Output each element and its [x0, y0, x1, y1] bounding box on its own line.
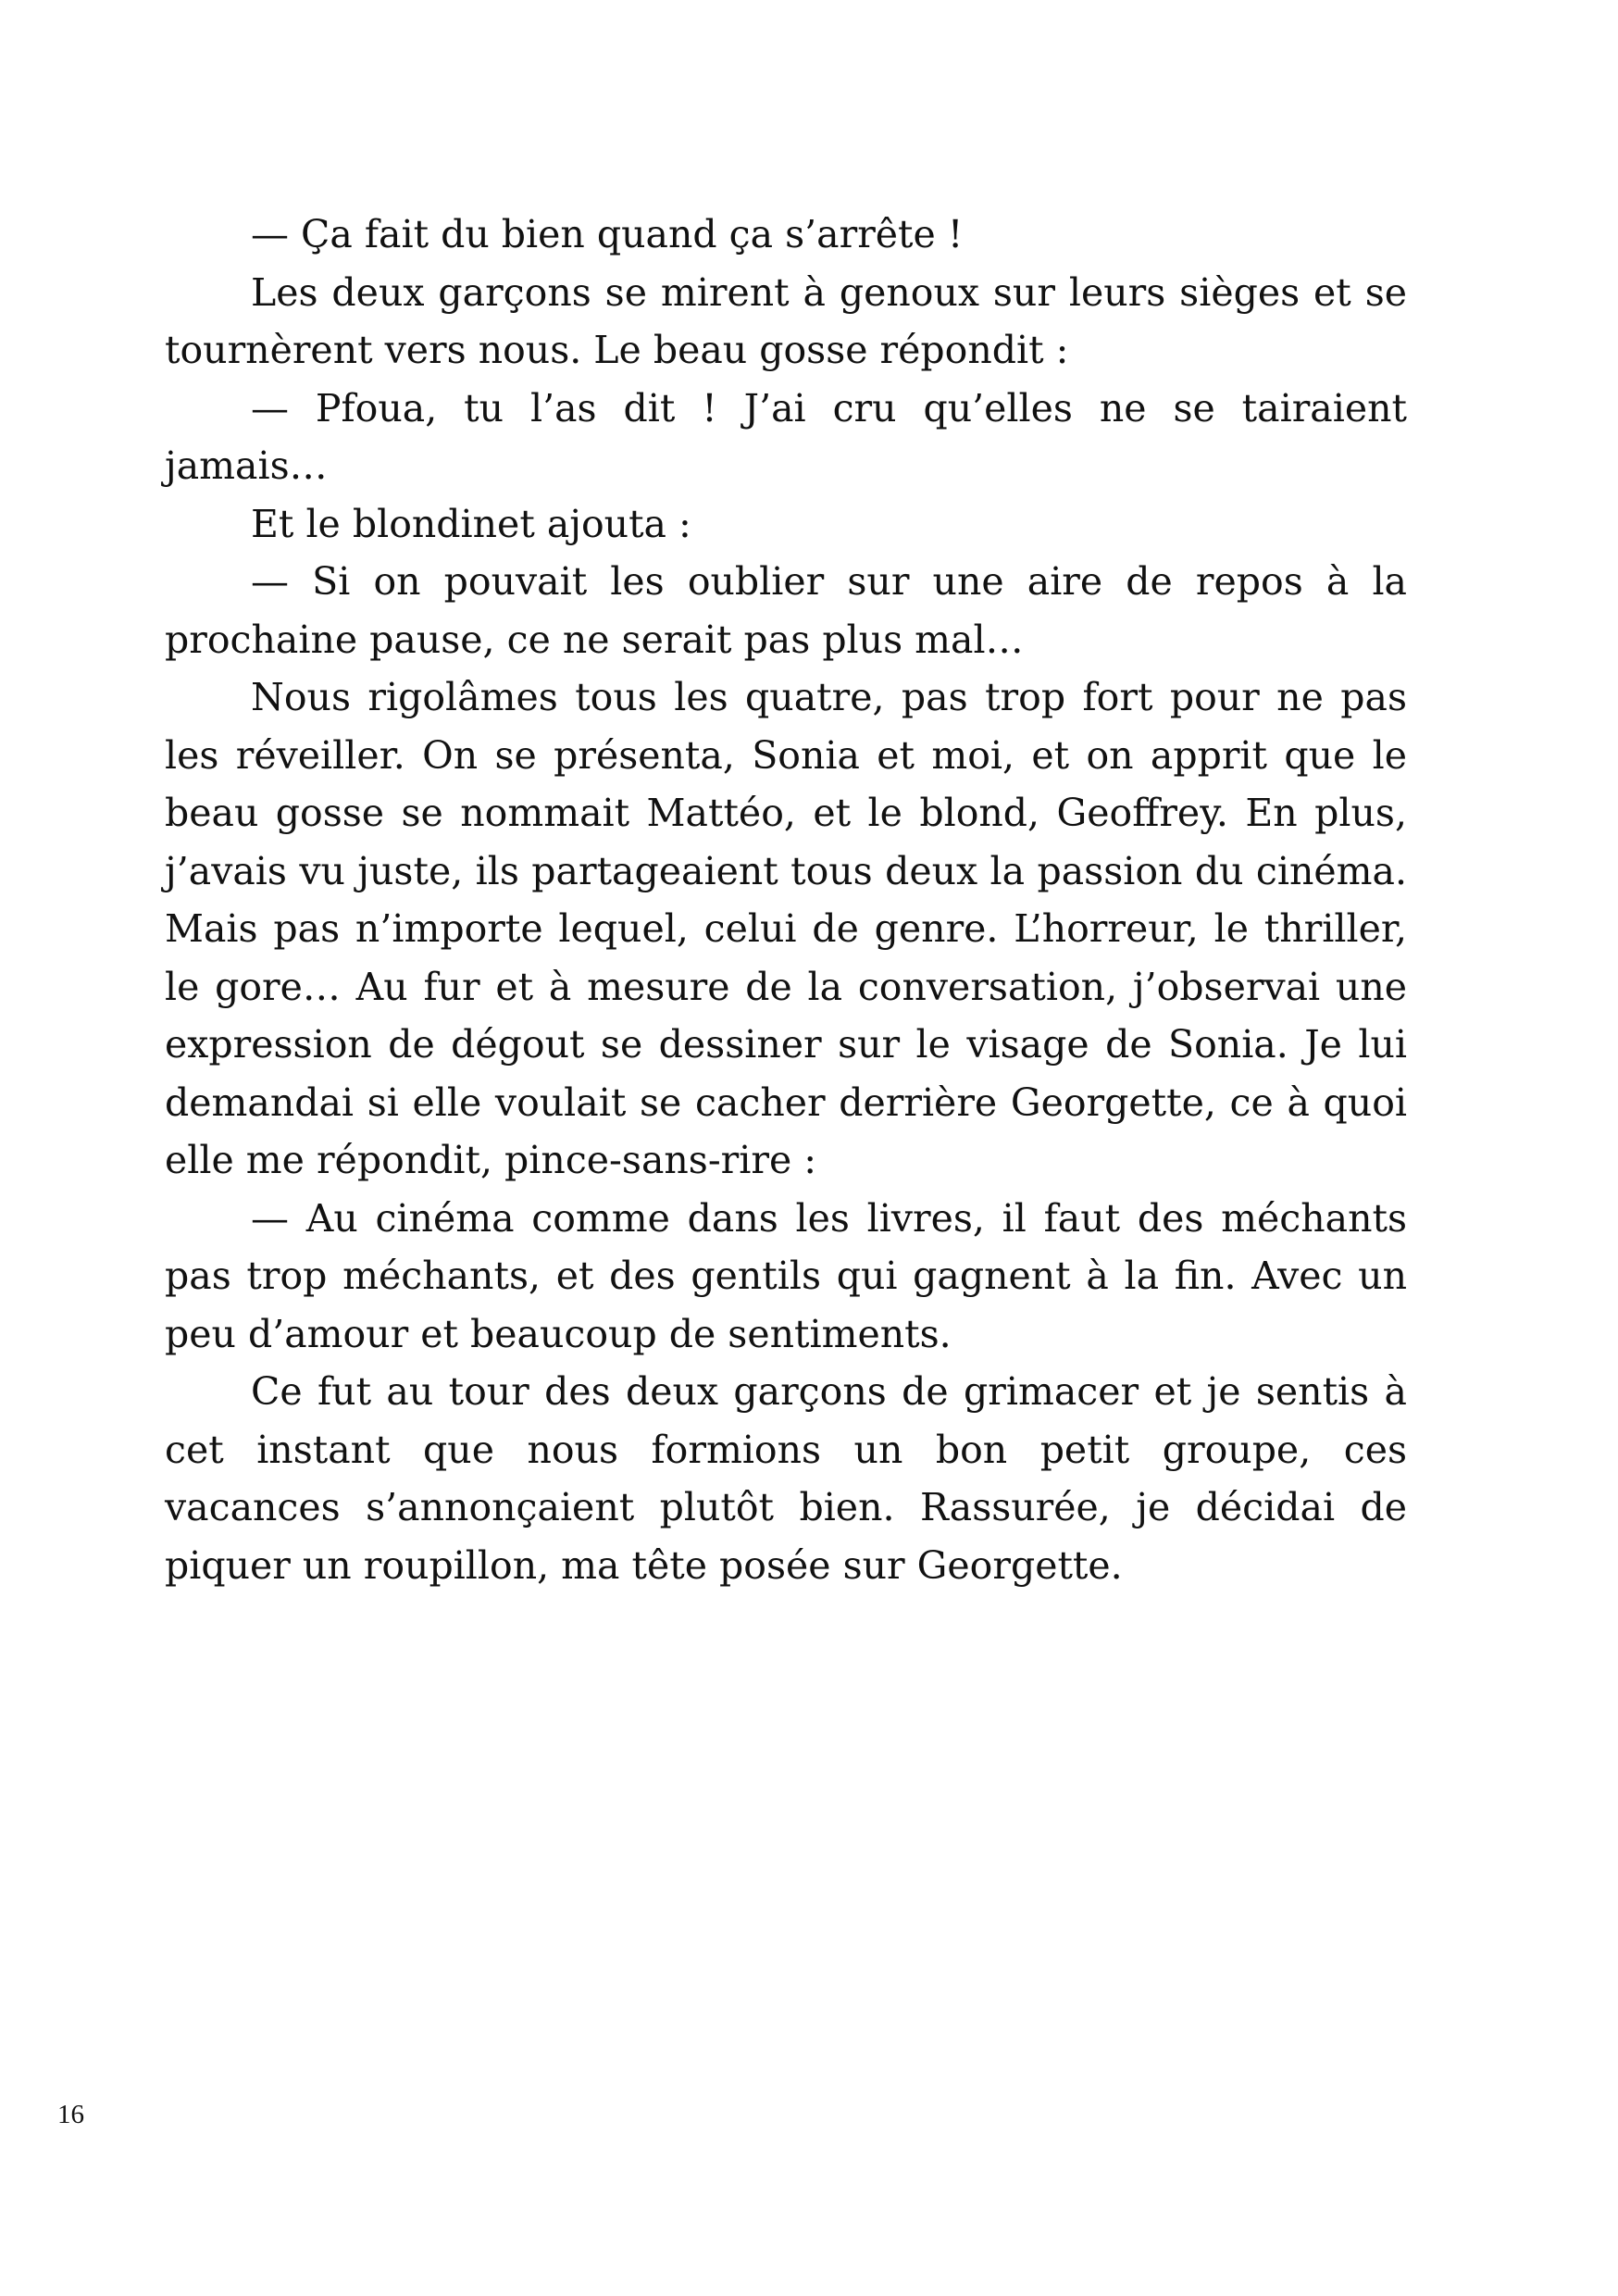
- page-number: 16: [57, 2100, 84, 2129]
- paragraph: — Pfoua, tu l’as dit ! J’ai cru qu’elles ne se tairaient jamais…: [165, 385, 1407, 488]
- paragraph: Nous rigolâmes tous les quatre, pas trop fort pour ne pas les réveiller. On se présenta, Sonia et moi, et on apprit que le beau gosse se nommait Mattéo, et le blond, Geoffrey. En plus, j’avais vu juste, ils partageaient tous deux la passion du cinéma. Mais pas n’importe lequel, celui de genre. L’horreur, le thriller, le gore… Au fur et à mesure de la conversation, j’observai une expression de dégout se dessiner sur le visage de Sonia. Je lui demandai si elle voulait se cacher derrière Georgette, ce à quoi elle me répondit, pince-sans-rire :: [165, 675, 1407, 1182]
- paragraph: — Si on pouvait les oublier sur une aire de repos à la prochaine pause, ce ne serait pas plus mal…: [165, 559, 1407, 662]
- paragraph: Les deux garçons se mirent à genoux sur leurs sièges et se tournèrent vers nous. Le beau gosse répondit :: [165, 269, 1407, 372]
- paragraph: — Ça fait du bien quand ça s’arrête !: [251, 212, 964, 256]
- paragraph: — Au cinéma comme dans les livres, il faut des méchants pas trop méchants, et des gentils qui gagnent à la fin. Avec un peu d’amour et beaucoup de sentiments.: [165, 1195, 1407, 1356]
- paragraph: Et le blondinet ajouta :: [251, 501, 691, 546]
- paragraph: Ce fut au tour des deux garçons de grimacer et je sentis à cet instant que nous formions un bon petit groupe, ces vacances s’annonçaient plutôt bien. Rassurée, je décidai de piquer un roupillon, ma tête posée sur Georgette.: [165, 1369, 1407, 1588]
- body-text: [165, 206, 1407, 1594]
